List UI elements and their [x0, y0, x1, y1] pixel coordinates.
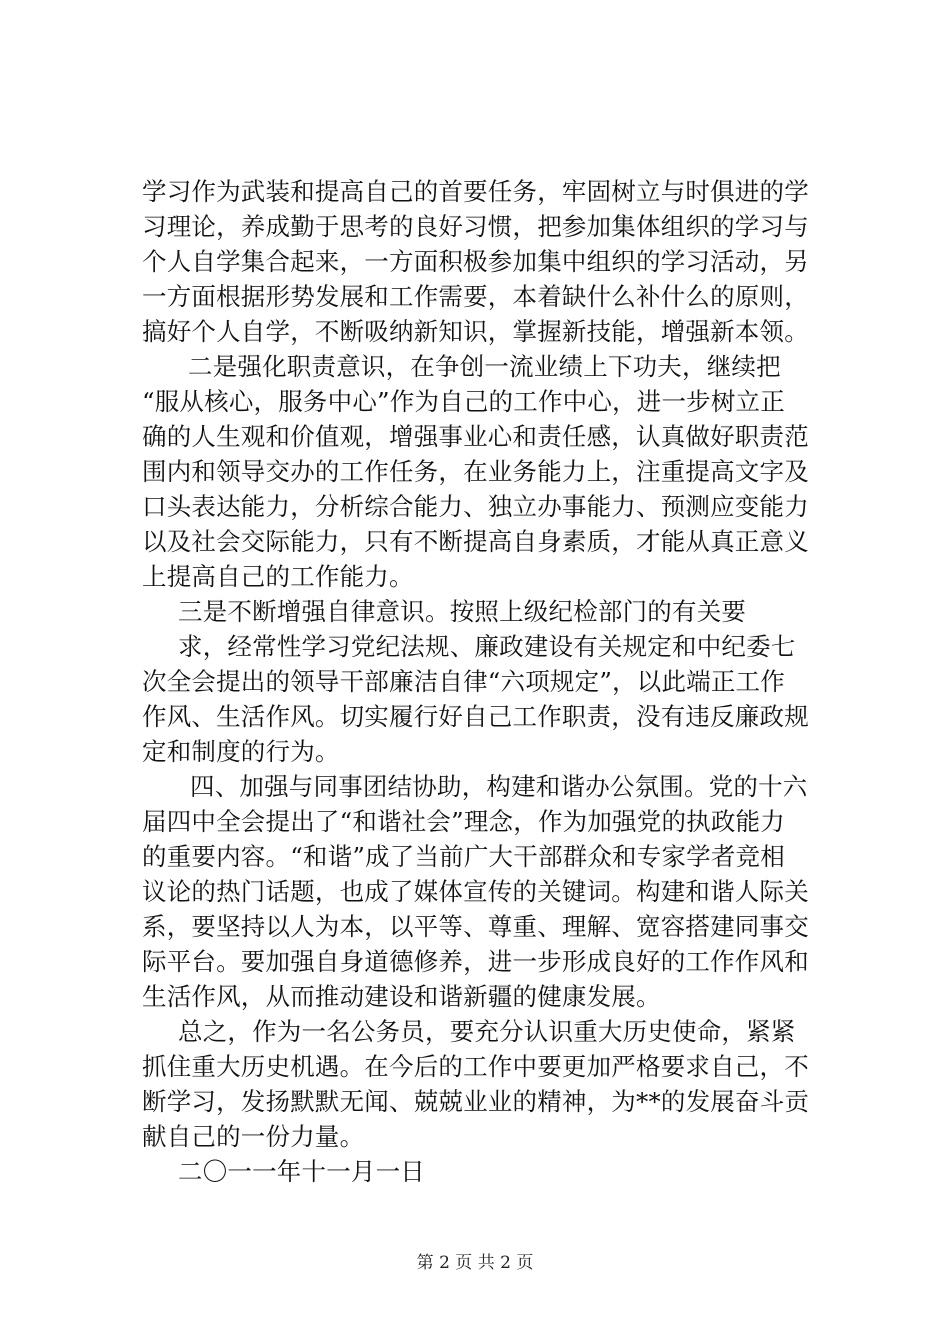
text-line: 生活作风，从而推动建设和谐新疆的健康发展。: [142, 982, 661, 1011]
text-line: 断学习，发扬默默无闻、兢兢业业的精神，为**的发展奋斗贡: [142, 1087, 810, 1116]
text-line: 抓住重大历史机遇。在今后的工作中要更加严格要求自己，不: [142, 1052, 809, 1081]
text-line: 定和制度的行为。: [142, 737, 340, 766]
document-date: 二〇一一年十一月一日: [178, 1157, 425, 1186]
text-line: 学习作为武装和提高自己的首要任务，牢固树立与时俱进的学: [142, 177, 809, 206]
text-line: 献自己的一份力量。: [142, 1122, 365, 1151]
text-line: 以及社会交际能力，只有不断提高自身素质，才能从真正意义: [142, 527, 809, 556]
text-line: 的重要内容。“和谐”成了当前广大干部群众和专家学者竞相: [142, 842, 785, 871]
text-line: 搞好个人自学，不断吸纳新知识，掌握新技能，增强新本领。: [142, 317, 809, 346]
page-number-footer: 第 2 页 共 2 页: [416, 1253, 534, 1273]
text-line: 际平台。要加强自身道德修养，进一步形成良好的工作作风和: [142, 947, 809, 976]
text-line: 围内和领导交办的工作任务，在业务能力上，注重提高文字及: [142, 457, 809, 486]
text-line: 上提高自己的工作能力。: [142, 562, 414, 591]
text-line: 确的人生观和价值观，增强事业心和责任感，认真做好职责范: [142, 422, 809, 451]
text-line: 议论的热门话题，也成了媒体宣传的关键词。构建和谐人际关: [142, 877, 809, 906]
text-line: 个人自学集合起来，一方面积极参加集中组织的学习活动，另: [142, 247, 809, 276]
text-line: 总之，作为一名公务员，要充分认识重大历史使命，紧紧: [178, 1017, 796, 1046]
text-line: 口头表达能力，分析综合能力、独立办事能力、预测应变能力: [142, 492, 809, 521]
text-line: 届四中全会提出了“和谐社会”理念，作为加强党的执政能力: [142, 807, 785, 836]
text-line: 求，经常性学习党纪法规、廉政建设有关规定和中纪委七: [178, 632, 796, 661]
text-line: “服从核心，服务中心”作为自己的工作中心，进一步树立正: [142, 387, 785, 416]
text-line: 三是不断增强自律意识。按照上级纪检部门的有关要: [178, 597, 747, 626]
text-line: 习理论，养成勤于思考的良好习惯，把参加集体组织的学习与: [142, 212, 809, 241]
text-line: 次全会提出的领导干部廉洁自律“六项规定”，以此端正工作: [142, 667, 785, 696]
text-line: 一方面根据形势发展和工作需要，本着缺什么补什么的原则，: [142, 282, 809, 311]
text-line: 作风、生活作风。切实履行好自己工作职责，没有违反廉政规: [142, 702, 809, 731]
text-line: 四、加强与同事团结协助，构建和谐办公氛围。党的十六: [190, 772, 808, 801]
text-line: 系，要坚持以人为本，以平等、尊重、理解、宽容搭建同事交: [142, 912, 809, 941]
text-line: 二是强化职责意识，在争创一流业绩上下功夫，继续把: [188, 352, 781, 381]
